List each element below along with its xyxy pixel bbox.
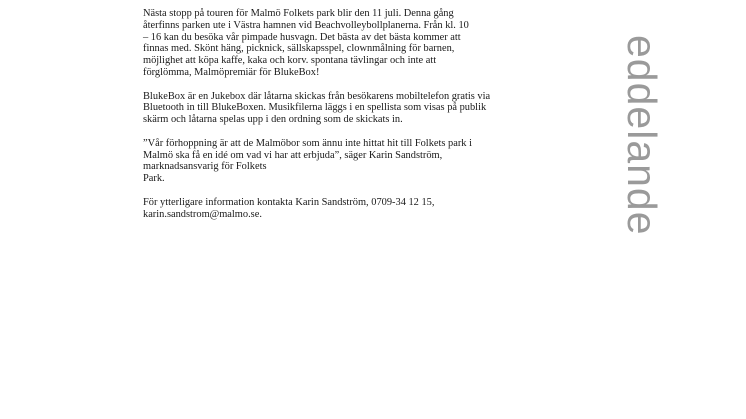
press-release-body [143,8,573,232]
text-line: BlukeBox är en Jukebox där låtarna skickas från besökarens mobiltelefon gratis via [143,90,491,102]
text-line: För ytterligare information kontakta Karin Sandström, 0709-34 12 15, [143,196,435,208]
text-line: skärm och låtarna spelas upp i den ordning som de skickats in. [143,114,403,126]
paragraph-tour-stop [143,8,573,79]
text-line: karin.sandstrom@malmo.se. [143,208,262,220]
text-line: Bluetooth in till BlukeBoxen. Musikfilerna läggs i en spellista som visas på publik [143,102,487,114]
text-line: marknadsansvarig för Folkets [143,161,267,173]
paragraph-contact [143,197,573,221]
paragraph-quote [143,138,573,185]
paragraph-blukebox [143,91,573,126]
text-line: Park. [143,173,165,185]
text-line: ”Vår förhoppning är att de Malmöbor som ännu inte hittat hit till Folkets park i [143,137,472,149]
text-line: återfinns parken ute i Västra hamnen vid Beachvolleybollplanerna. Från kl. 10 [143,19,469,31]
text-line: Nästa stopp på touren för Malmö Folkets park blir den 11 juli. Denna gång [143,8,454,19]
text-line: – 16 kan du besöka vår pimpade husvagn. Det bästa av det bästa kommer att [143,31,461,43]
vertical-heading-text: eddelande [619,35,665,236]
text-line: Malmö ska få en idé om vad vi har att erbjuda”, säger Karin Sandström, [143,149,443,161]
text-line: möjlighet att köpa kaffe, kaka och korv. spontana tävlingar och inte att [143,55,437,67]
text-line: finnas med. Skönt häng, picknick, sällskapsspel, clownmålning för barnen, [143,43,455,55]
text-line: förglömma, Malmöpremiär för BlukeBox! [143,66,320,78]
